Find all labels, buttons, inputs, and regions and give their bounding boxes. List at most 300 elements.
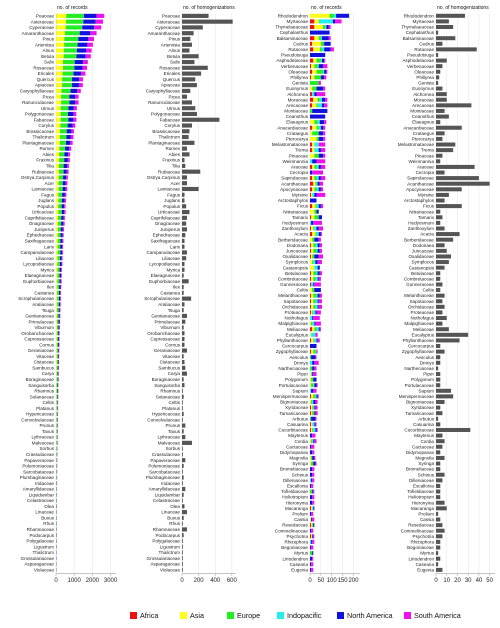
bar-segment xyxy=(60,129,67,133)
category-label: Rosaceae xyxy=(33,65,54,71)
bar-segment xyxy=(56,77,62,81)
bar-segment xyxy=(56,118,61,122)
bar-segment xyxy=(314,366,316,370)
category-label: Cedrus xyxy=(419,41,434,47)
bar xyxy=(436,137,442,141)
bar-segment xyxy=(310,266,314,270)
bar-segment xyxy=(61,233,63,237)
bar-segment xyxy=(315,310,316,314)
bar xyxy=(182,268,184,272)
category-label: Plumbaginaceae xyxy=(145,475,180,481)
category-label: Piper xyxy=(423,371,434,377)
bar-segment xyxy=(63,72,74,76)
bar-segment xyxy=(57,383,58,387)
category-label: Thalictrum xyxy=(158,134,180,140)
legend-item xyxy=(277,611,322,620)
x-tick-label: 0 xyxy=(180,578,184,585)
bar-segment xyxy=(310,551,312,555)
category-label: Alchornea xyxy=(413,91,434,97)
bar xyxy=(182,383,184,387)
bar xyxy=(182,308,184,312)
category-label: Arctostaphylos xyxy=(403,198,434,204)
bar-segment xyxy=(314,238,318,242)
category-label: Thalictrum xyxy=(32,550,54,556)
category-label: Bromeliaceae xyxy=(405,466,434,472)
bar xyxy=(182,435,185,439)
legend-item xyxy=(227,611,260,620)
bar-segment xyxy=(64,164,67,168)
bar-segment xyxy=(83,60,88,64)
bar-segment xyxy=(310,14,330,18)
bar xyxy=(182,498,183,502)
category-label: Alnus xyxy=(168,48,180,54)
bar-segment xyxy=(314,19,318,23)
category-label: Cordia xyxy=(420,438,434,444)
bar-segment xyxy=(312,428,313,432)
bar xyxy=(436,411,442,415)
category-label: Sorbus xyxy=(39,446,54,452)
bar-segment xyxy=(310,534,311,538)
bar-segment xyxy=(317,310,321,314)
category-label: Populus xyxy=(37,203,54,209)
category-label: Betula xyxy=(166,53,180,59)
x-tick-label: 0 xyxy=(434,578,438,585)
category-label: Resedaceae xyxy=(282,522,308,528)
bar-segment xyxy=(320,249,322,253)
bar xyxy=(182,66,208,70)
bar-segment xyxy=(310,187,312,191)
bar-segment xyxy=(60,239,62,243)
category-label: Polygalaceae xyxy=(26,538,54,544)
category-label: Violaceae xyxy=(33,567,54,573)
category-label: Larix xyxy=(170,244,180,250)
bar-segment xyxy=(318,64,319,68)
bar-segment xyxy=(311,400,312,404)
bar-segment xyxy=(313,372,316,376)
bar xyxy=(182,233,185,237)
bar-segment xyxy=(319,81,321,85)
bar-segment xyxy=(72,83,79,87)
category-label: Ceanothus xyxy=(411,114,434,120)
bar-segment xyxy=(56,308,57,312)
bar-segment xyxy=(314,75,321,79)
category-label: Genista xyxy=(418,80,434,86)
bar-segment xyxy=(310,422,311,426)
category-label: Cupressaceae xyxy=(150,336,180,342)
category-label: Polygonaceae xyxy=(150,111,180,117)
bar-segment xyxy=(73,112,76,116)
category-label: Tofieldiaceae xyxy=(281,489,308,495)
category-label: Acer xyxy=(170,180,180,186)
category-label: Cercocarpus xyxy=(407,343,434,349)
bar-segment xyxy=(311,294,313,298)
bar-segment xyxy=(76,54,85,58)
category-label: Aesculus xyxy=(289,354,308,360)
bar xyxy=(436,462,440,466)
bar-segment xyxy=(312,501,314,505)
bar-segment xyxy=(312,187,314,191)
category-label: Salix xyxy=(170,59,180,65)
category-label: Tamaricaceae xyxy=(405,410,434,416)
bar xyxy=(436,254,451,258)
bar xyxy=(436,126,462,130)
category-label: Taxus xyxy=(168,428,180,434)
bar-segment xyxy=(314,282,321,286)
bar xyxy=(436,389,451,393)
category-label: Malvaceae xyxy=(31,440,54,446)
category-label: Trema xyxy=(294,147,308,153)
bar xyxy=(436,210,440,214)
bar xyxy=(436,182,490,186)
category-label: Nitrariaceae xyxy=(283,209,308,215)
bar xyxy=(182,493,184,497)
bar-segment xyxy=(317,126,319,130)
category-label: Zanthoxylum xyxy=(281,226,308,232)
bar-segment xyxy=(336,14,349,18)
category-label: Elaeagnaceae xyxy=(150,273,180,279)
category-label: Apiaceae xyxy=(160,82,180,88)
bar-segment xyxy=(310,456,311,460)
category-label: Prunus xyxy=(165,423,180,429)
bar-segment xyxy=(312,131,319,135)
bar-segment xyxy=(311,338,313,342)
category-label: Cucurbitaceae xyxy=(278,427,308,433)
bar-segment xyxy=(57,377,58,381)
bar xyxy=(182,129,189,133)
bar-segment xyxy=(58,256,60,260)
bar-segment xyxy=(310,428,311,432)
bar-segment xyxy=(313,305,315,309)
bar-segment xyxy=(59,314,60,318)
bar-segment xyxy=(311,545,313,549)
bar xyxy=(182,48,189,52)
bar xyxy=(182,158,184,162)
bar-segment xyxy=(321,165,325,169)
bar xyxy=(182,297,191,301)
bar-segment xyxy=(87,43,92,47)
bar-segment xyxy=(56,123,60,127)
bar-segment xyxy=(310,490,312,494)
bar-segment xyxy=(321,204,323,208)
bar xyxy=(436,176,479,180)
bar-segment xyxy=(313,260,315,264)
bar-segment xyxy=(320,182,323,186)
category-label: Grossulariaceae xyxy=(20,555,54,561)
bar-segment xyxy=(310,462,311,466)
category-label: Pinaceae xyxy=(288,153,308,159)
bar-segment xyxy=(310,501,312,505)
x-tick-label: 0 xyxy=(54,578,58,585)
category-label: Nothofagus xyxy=(410,315,434,321)
bar-segment xyxy=(320,98,322,102)
bar-segment xyxy=(56,31,65,35)
bar-segment xyxy=(68,106,73,110)
bar xyxy=(182,441,192,445)
bar-segment xyxy=(318,299,319,303)
bar-segment xyxy=(59,181,63,185)
category-label: Celtis xyxy=(168,400,180,406)
bar-segment xyxy=(86,48,91,52)
category-label: Balsaminaceae xyxy=(402,35,434,41)
category-label: Primulaceae xyxy=(154,319,180,325)
bar xyxy=(436,165,475,169)
bar-segment xyxy=(317,327,319,331)
bar-segment xyxy=(310,36,314,40)
category-label: Rhamnaceae xyxy=(152,527,180,533)
bar xyxy=(436,143,455,147)
bar xyxy=(182,95,187,99)
bar-segment xyxy=(314,327,316,331)
bar-segment xyxy=(60,256,62,260)
bar-segment xyxy=(56,354,57,358)
bar xyxy=(436,333,468,337)
category-label: Casuarina xyxy=(413,421,434,427)
bar-segment xyxy=(313,316,320,320)
bar-segment xyxy=(312,456,314,460)
bar xyxy=(182,141,194,145)
bar xyxy=(182,556,183,560)
bar xyxy=(436,490,440,494)
bar-segment xyxy=(311,422,312,426)
category-label: Tsuga xyxy=(41,307,54,313)
category-label: Oleaceae xyxy=(288,69,308,75)
bar-segment xyxy=(312,361,314,365)
category-label: Sanguisorba xyxy=(154,382,180,388)
bar-segment xyxy=(311,333,315,337)
category-label: Polygonum xyxy=(285,377,308,383)
bar xyxy=(436,109,445,113)
bar-segment xyxy=(56,452,57,456)
bar-segment xyxy=(59,158,64,162)
bar-segment xyxy=(68,118,73,122)
bar-segment xyxy=(74,106,77,110)
bar-segment xyxy=(318,271,320,275)
bar-segment xyxy=(67,129,72,133)
bar xyxy=(182,550,183,554)
category-label: Urticaceae xyxy=(32,209,54,215)
bar xyxy=(436,36,455,40)
bar-segment xyxy=(313,294,316,298)
bar-segment xyxy=(70,100,76,104)
category-label: Juglans xyxy=(38,198,54,204)
bar xyxy=(436,501,445,505)
category-label: Genista xyxy=(292,80,308,86)
category-label: Crataegus xyxy=(412,130,434,136)
bar-segment xyxy=(313,462,315,466)
bar-segment xyxy=(58,325,59,329)
bar-segment xyxy=(61,273,62,277)
bar xyxy=(436,383,440,387)
bar xyxy=(436,355,440,359)
bar-segment xyxy=(313,282,314,286)
bar-segment xyxy=(57,400,58,404)
category-label: Ranunculaceae xyxy=(22,100,54,106)
bar-segment xyxy=(310,176,312,180)
category-label: Larix xyxy=(44,244,54,250)
bar-segment xyxy=(317,187,319,191)
bar-segment xyxy=(317,271,318,275)
bar-segment xyxy=(78,43,88,47)
bar-segment xyxy=(61,222,63,226)
bar-segment xyxy=(314,456,315,460)
category-label: Acer xyxy=(44,180,54,186)
bar-segment xyxy=(310,271,311,275)
category-label: Oleaceae xyxy=(414,69,434,75)
bar-segment xyxy=(310,445,311,449)
bar-segment xyxy=(57,360,58,364)
bar-segment xyxy=(314,187,316,191)
bar-segment xyxy=(312,422,314,426)
category-label: Sapindaceae xyxy=(281,175,308,181)
category-label: Castanea xyxy=(160,290,180,296)
bar-segment xyxy=(331,47,334,51)
bar-segment xyxy=(57,273,59,277)
category-label: Juniperus xyxy=(34,226,54,232)
bar xyxy=(182,377,184,381)
category-label: Pinaceae xyxy=(414,153,434,159)
x-tick-label: 2000 xyxy=(85,578,100,585)
category-label: Tamarix xyxy=(417,214,434,220)
category-label: Myrsine xyxy=(291,192,308,198)
bar-segment xyxy=(310,540,311,544)
bar-segment xyxy=(314,361,318,365)
category-label: Montiaceae xyxy=(410,108,434,114)
category-label: Nartheciaceae xyxy=(404,366,434,372)
bar-segment xyxy=(310,75,311,79)
legend-swatch xyxy=(337,612,344,619)
bar xyxy=(436,47,477,51)
bar-segment xyxy=(319,187,321,191)
bar-segment xyxy=(62,198,65,202)
category-label: Carya xyxy=(41,371,54,377)
bar xyxy=(182,331,184,335)
category-label: Orobanchaceae xyxy=(21,330,54,336)
bar-segment xyxy=(319,126,321,130)
bar-segment xyxy=(313,249,316,253)
x-tick-label: 200 xyxy=(193,578,204,585)
bar-segment xyxy=(311,215,314,219)
bar-segment xyxy=(311,305,313,309)
category-label: Trema xyxy=(420,147,434,153)
bar-segment xyxy=(311,254,312,258)
bar-segment xyxy=(321,36,322,40)
bar-segment xyxy=(312,310,313,314)
bar xyxy=(436,294,445,298)
bar-segment xyxy=(311,506,312,510)
x-tick-label: 50 xyxy=(317,578,325,585)
category-label: Sapium xyxy=(292,388,308,394)
bar xyxy=(436,277,440,281)
category-label: Begoniaceae xyxy=(281,545,308,551)
bar xyxy=(436,350,445,354)
bar xyxy=(436,193,449,197)
category-label: Magnolia xyxy=(415,455,434,461)
bar-segment xyxy=(314,266,317,270)
bar-segment xyxy=(312,411,314,415)
bar-segment xyxy=(57,337,58,341)
category-label: Meliaceae xyxy=(413,326,434,332)
bar xyxy=(182,72,201,76)
category-label: Urticaceae xyxy=(158,209,180,215)
bar-segment xyxy=(324,75,326,79)
category-label: Asparagaceae xyxy=(150,561,180,567)
bar-segment xyxy=(57,343,58,347)
bar-segment xyxy=(320,19,333,23)
bar-segment xyxy=(315,277,317,281)
category-label: Portulacaceae xyxy=(278,382,308,388)
category-label: Hedyosmum xyxy=(408,220,434,226)
bar-segment xyxy=(68,152,70,156)
category-label: Maytenus xyxy=(414,433,434,439)
category-label: Bignoniaceae xyxy=(280,399,308,405)
bar-segment xyxy=(326,25,328,29)
bar-segment xyxy=(319,238,321,242)
category-label: Taxus xyxy=(42,428,54,434)
category-label: Artemisia xyxy=(34,42,54,48)
category-label: Campanulaceae xyxy=(146,250,180,256)
category-label: Scrophulariaceae xyxy=(18,296,54,302)
x-tick-label: 1000 xyxy=(67,578,81,585)
bar-segment xyxy=(56,227,58,231)
bar-segment xyxy=(324,120,326,124)
bar-segment xyxy=(310,193,311,197)
x-tick-label: 50 xyxy=(486,578,493,585)
category-label: Pterocarya xyxy=(411,136,434,142)
bar-segment xyxy=(315,422,316,426)
bar-segment xyxy=(64,54,77,58)
bar-segment xyxy=(96,20,103,24)
bar-segment xyxy=(320,327,321,331)
category-label: Bignoniaceae xyxy=(406,399,434,405)
bar-segment xyxy=(313,98,317,102)
bar-segment xyxy=(59,164,64,168)
bar-segment xyxy=(60,123,67,127)
bar xyxy=(182,545,183,549)
bar xyxy=(182,181,187,185)
bar-segment xyxy=(68,123,73,127)
category-label: Eucalyptus xyxy=(285,332,308,338)
category-label: Gentianaceae xyxy=(151,313,180,319)
category-label: Grossulariaceae xyxy=(146,555,180,561)
bar-segment xyxy=(314,64,317,68)
category-label: Dodonaea xyxy=(286,242,308,248)
bar-segment xyxy=(59,302,60,306)
category-label: Crassulaceae xyxy=(25,452,54,458)
category-label: Asteraceae xyxy=(156,19,180,25)
bar-segment xyxy=(61,118,68,122)
bar xyxy=(436,450,440,454)
category-label: Betulaceae xyxy=(285,270,308,276)
bar-segment xyxy=(312,467,314,471)
bar-segment xyxy=(56,441,57,445)
bar-segment xyxy=(311,322,312,326)
category-label: Resedaceae xyxy=(408,522,434,528)
bar-segment xyxy=(315,411,317,415)
bar-segment xyxy=(59,279,60,283)
bar-segment xyxy=(319,154,323,158)
bar-segment xyxy=(310,512,311,516)
category-label: Plumbaginaceae xyxy=(19,475,54,481)
bar-segment xyxy=(330,14,334,18)
category-label: Myrtus xyxy=(420,550,434,556)
category-label: Sapotaceae xyxy=(283,298,308,304)
category-label: Solanaceae xyxy=(29,394,54,400)
category-label: Phillyrea xyxy=(290,74,308,80)
category-label: Rhamnus xyxy=(160,388,180,394)
bar-segment xyxy=(56,366,57,370)
bar-segment xyxy=(56,279,57,283)
bar xyxy=(182,106,195,110)
